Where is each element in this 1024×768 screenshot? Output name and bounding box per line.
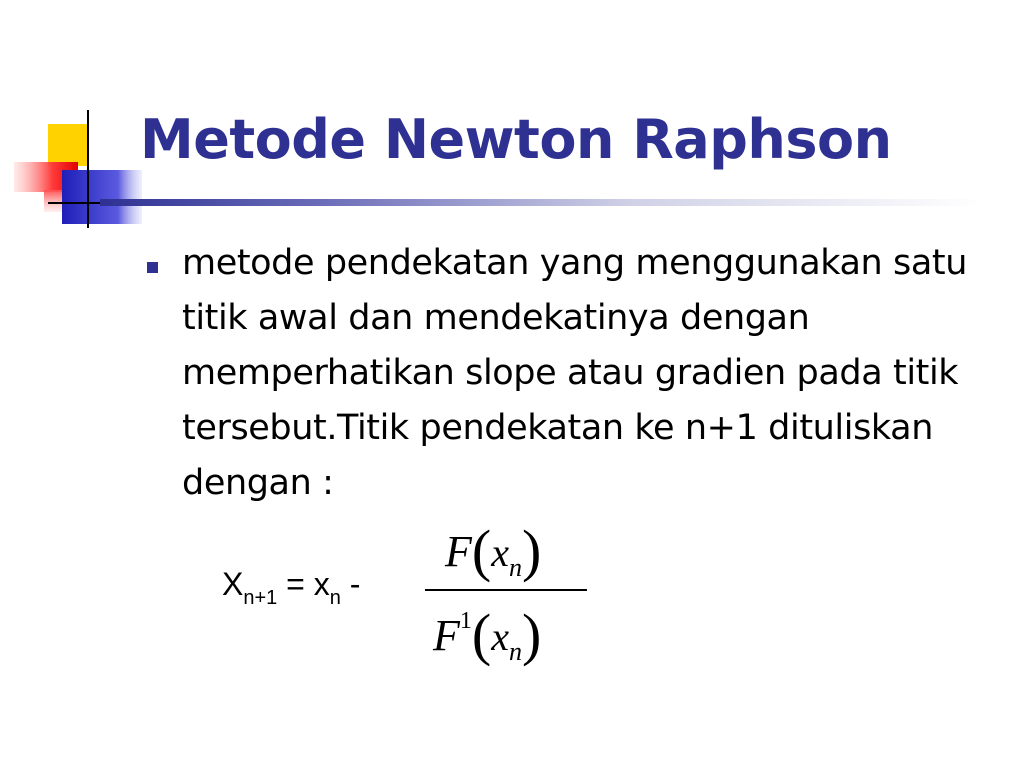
fraction-denominator	[433, 597, 541, 667]
title-underline	[100, 199, 980, 206]
blue-block	[62, 170, 142, 224]
fraction-bar	[425, 589, 587, 591]
denominator-open-paren: (	[471, 602, 492, 667]
slide-title: Metode Newton Raphson	[140, 108, 892, 171]
numerator-subscript: n	[508, 553, 522, 582]
rhs-x: x	[313, 566, 330, 602]
fraction-numerator	[445, 513, 541, 583]
denominator-F: F	[433, 611, 460, 660]
lhs-base: X	[222, 566, 244, 602]
numerator-F: F	[445, 527, 472, 576]
denominator-close-paren: )	[521, 602, 542, 667]
lhs-subscript: n+1	[243, 587, 278, 609]
bullet-text: metode pendekatan yang menggunakan satu titik awal dan mendekatinya dengan memperhatikan slope atau gradien pada titik tersebut.Titik pendekatan ke n+1 dituliskan dengan :	[182, 243, 968, 503]
bullet-marker	[147, 262, 158, 273]
numerator-open-paren: (	[471, 518, 492, 583]
numerator-x: x	[491, 530, 509, 575]
yellow-square	[48, 124, 88, 166]
denominator-superscript: 1	[459, 608, 472, 634]
numerator-close-paren: )	[521, 518, 542, 583]
equals-sign: =	[286, 566, 305, 602]
denominator-x: x	[491, 614, 509, 659]
rhs-subscript: n	[329, 587, 341, 609]
minus-sign: -	[349, 566, 361, 602]
formula-fraction	[425, 505, 587, 675]
formula-lhs	[222, 566, 360, 610]
denominator-subscript: n	[508, 637, 522, 666]
